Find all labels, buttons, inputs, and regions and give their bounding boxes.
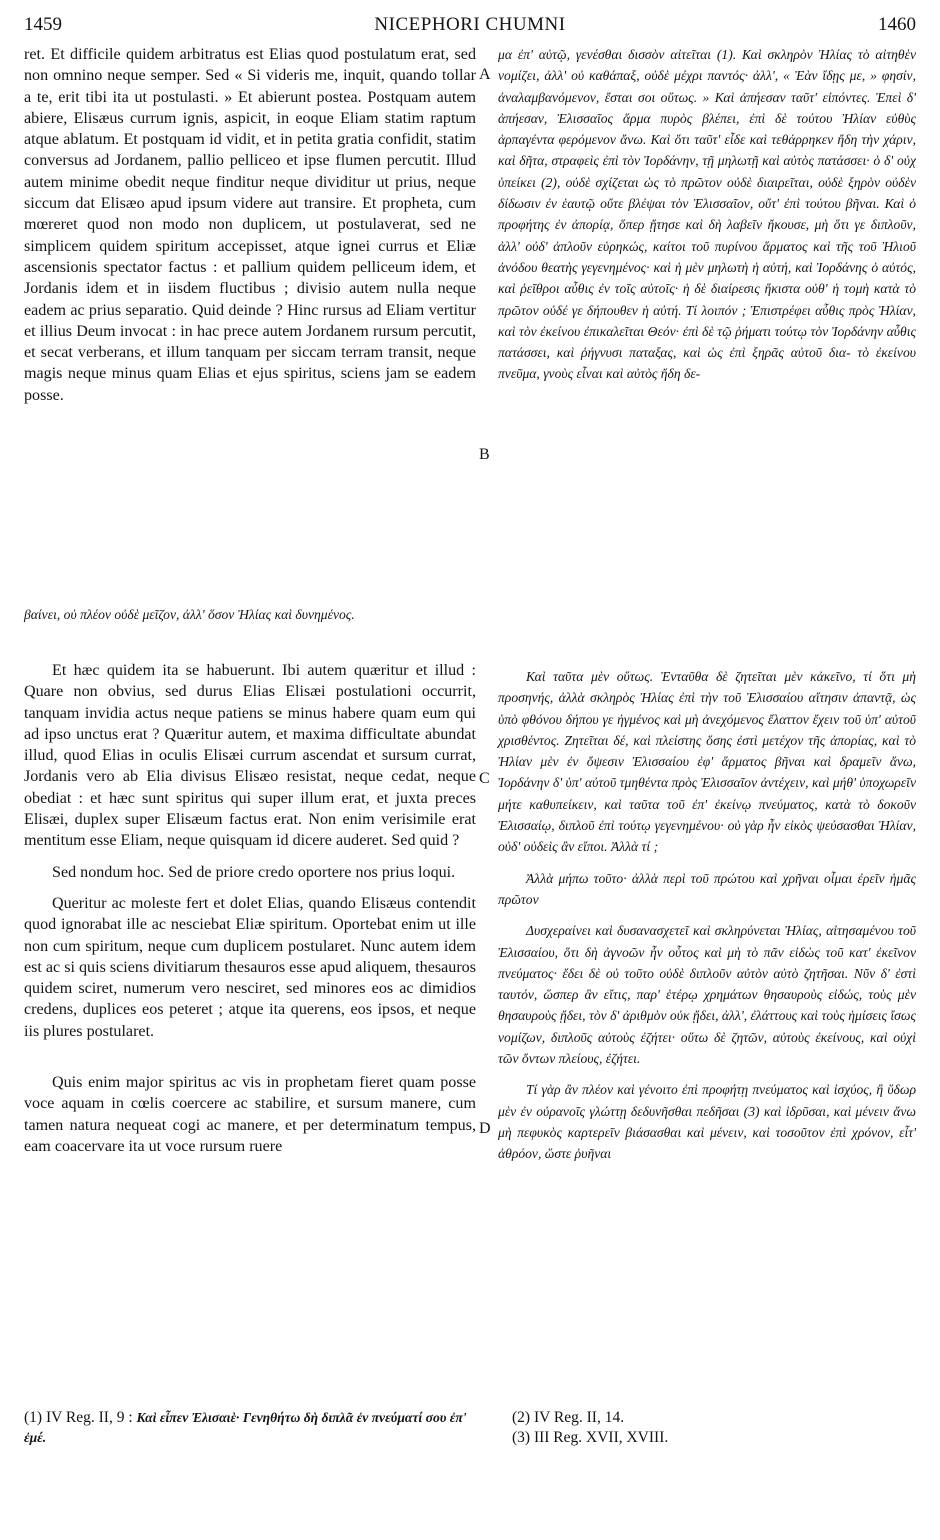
latin-paragraph-3: Queritur ac moleste fert et dolet Elias, quando Elisæus contendit quod ignorabat ille ac nesciebat Eliæ spiritum. Oportebat enim ut ille non cum spiritum, neque cum duplicem postularet. Nunc autem idem est ac si quis sciens divitiarum thesauros esse apud aliquem, thesauros quidem sciret, numerum vero nesciret, sed minores eos ac dimidios credens, duplices eos peteret ; atque ita querens, eos ipsos, et neque iis plures postularet. <box>24 894 476 1040</box>
greek-paragraph-2: Ἀλλὰ μήπω τοῦτο· ἀλλὰ περὶ τοῦ πρώτου καὶ χρῆναι οἶμαι ἐρεῖν ἡμᾶς πρῶτον <box>498 870 916 907</box>
latin-paragraph-4: Quis enim major spiritus ac vis in prophetam fieret quam posse voce aquam in cœlis coercere ac stabilire, et sursum manere, cum tamen natura nequeat cogi ac manere, et per determinatum tempus, eam coacervare ita ut voce rursum ruere <box>24 1074 476 1155</box>
page-number-left: 1459 <box>24 14 62 35</box>
running-title: NICEPHORI CHUMNI <box>374 14 566 35</box>
latin-paragraph-top: ret. Et difficile quidem arbitratus est Elias quod postulatum erat, sed non omnino neque semper. Sed « Si videris me, inquit, quando tollar a te, erit tibi ita ut postulasti. » Et abierunt postea. Postquam autem abiere, Elisæus currum ignis, aspicit, in eoque Eliam statim raptum atque ablatum. Et postquam id vidit, et in petita gratia confidit, statim conversus ad Jordanem, pallio pelliceo et ipse flumen percutit. Illud autem minime obedit neque finditur neque dividitur ut prius, neque siccum dat Elisæo apud ipsum videre aut transire. Et propheta, cum mœreret quod non modo non duplicem, ut postulaverat, sed ne simplicem quidem spiritum accepisset, atque ignei currus et Eliæ ascensionis spectator factus : et pallium quidem pelliceum idem, et Jordanis idem et in iisdem fluctibus ; divisio autem nulla neque eadem ac prius separatio. Quid deinde ? Hinc rursus ad Eliam vertitur et illius Deum invocat : in hac prece autem Jordanem rursum percutit, et secat verberans, et illum tanquam per siccam terram transit, neque magis neque minus quam Elias et ejus spiritus, sciens jam se eadem posse. <box>24 46 476 404</box>
margin-marker-b: B <box>479 446 490 463</box>
greek-paragraph-4: Τί γὰρ ἂν πλέον καὶ γένοιτο ἐπὶ προφήτῃ πνεύματος καὶ ἰσχύος, ἢ ὕδωρ μὲν ἐν οὐρανοῖς γλώττῃ δεδυνῆσθαι πεδῆσαι (3) καὶ ἱδρῦσαι, καὶ μένειν ἄνω μὴ πεφυκὸς καρτερεῖν βιάσασθαι καὶ μένειν, καὶ τοσοῦτον ἐπὶ χρόνον, εἶτ' ἀθρόον, ὥστε ῥυῆναι <box>498 1082 916 1162</box>
margin-marker-c: C <box>479 770 490 787</box>
margin-marker-d: D <box>479 1120 491 1137</box>
greek-paragraph-1: Καὶ ταῦτα μὲν οὕτως. Ἐνταῦθα δὲ ζητεῖται μὲν κἀκεῖνο, τί ὅτι μὴ προσηνής, ἀλλὰ σκληρὸς Ἠλίας ἐπὶ τὴν τοῦ Ἐλισσαίου αἴτησιν ἀπαντᾷ, ὡς ὑπὸ φθόνου δήπου γε ἠγμένος καὶ μὴ ἀνεχόμενος ἔλαττον ἔχειν τοῦ ὑπ' αὐτοῦ χρισθέντος. Ζητεῖται δέ, καὶ πλείστης ὅσης ἐστὶ μετέχον τῆς ἀπορίας, καὶ τὸ Ἠλίαν μὲν ἐν ὄψεσιν Ἐλισσαίου ἐφ' ἅρματος βῆναι καὶ δραμεῖν ἄνω, Ἰορδάνην δ' ὑπ' αὐτοῦ τμηθέντα πρὸς Ἐλισσαῖον ἀντέχειν, καὶ μήθ' ὑποχωρεῖν μήτε καθυπείκειν, καὶ ταῦτα τοῦ ἐπ' ἐκείνῳ πνεύματος, κατὰ τὸ δοκοῦν Ἐλισσαίῳ, διπλοῦ ἐπὶ τούτῳ γεγενημένου· οὐ γὰρ ἦν εἰκὸς ψεύσασθαι Ἠλίαν, οὐδ' οὐδεὶς ἂν εἴποι. Ἀλλὰ τί ; <box>498 669 916 855</box>
page-number-right: 1460 <box>878 14 916 35</box>
footnote-3: (3) III Reg. XVII, XVIII. <box>512 1429 669 1446</box>
footnotes-right <box>512 1408 912 1448</box>
footnote-1-greek: Καὶ εἶπεν Ἐλισαιὲ· Γενηθήτω δὴ διπλᾶ ἐν πνεύματί σου ἐπ' ἐμέ. <box>24 1410 467 1445</box>
greek-column-top <box>498 44 916 385</box>
latin-paragraph-1: Et hæc quidem ita se habuerunt. Ibi autem quæritur et illud : Quare non obvius, sed durus Elias Elisæi postulationi occurrit, tanquam invidia actus neque patiens se minus habere quam eum qui ad ipso unctus erat ? Quæritur autem, et maxima difficultate abundat illud, quod Elias in oculis Elisæi currum ascendat et sursum currat, Jordanis vero ab Elia divisus Elisæo resistat, neque cedat, neque obediat : et hæc sunt spiritus qui super illum erat, et juxta preces Elisæi, duplex super Elisæum factus erat. Non enim verisimile erat mentitum esse Eliam, neque quisquam id dicere auderet. Sed quid ? <box>24 662 476 850</box>
greek-spill-left: βαίνει, οὐ πλέον οὐδὲ μεῖζον, ἀλλ' ὅσον Ἠλίας καὶ δυνημένος. <box>24 607 355 622</box>
greek-paragraph-3: Δυσχεραίνει καὶ δυσανασχετεῖ καὶ σκληρύνεται Ἠλίας, αἰτησαμένου τοῦ Ἐλισσαίου, ὅτι δὴ ἀγνοῶν ἦν οὗτος καὶ μὴ τὸ πᾶν εἰδὼς τοῦ κατ' ἐκεῖνον πνεύματος· ἔδει δὲ οὐ τοῦτο οὐδὲ διπλοῦν αὐτὸν αὐτὸ ζητῆσαι. Νῦν δ' ἐστὶ ταυτόν, ὥσπερ ἂν εἴτις, παρ' ἑτέρῳ χρημάτων θησαυροὺς εἰδώς, τοὺς μὲν θησαυροὺς ᾔδει, τὸν δ' ἀριθμὸν οὐκ ᾔδει, ἀλλ', ἐλάττους καὶ τοὺς ἡμίσεις ἴσως νομίζων, διπλοῦς αὐτοὺς ἐζήτει· οὕτω δὲ ζητῶν, αὐτοὺς ἐκείνους, καὶ οὐχὶ τῶν ὄντων πλείους, ἐζήτει. <box>498 923 916 1067</box>
latin-paragraph-2: Sed nondum hoc. Sed de priore credo oportere nos prius loqui. <box>52 863 456 881</box>
footnote-2: (2) IV Reg. II, 14. <box>512 1409 625 1426</box>
greek-column-bottom <box>498 666 916 1165</box>
margin-marker-a: A <box>479 66 491 83</box>
greek-paragraph-top-visible: μα ἐπ' αὐτῷ, γενέσθαι δισσὸν αἰτεῖται (1). Καὶ σκληρὸν Ἠλίας τὸ αἰτηθὲν νομίζει, ἀλλ' οὐ καθάπαξ, οὐδὲ μέχρι παντός· ἀλλ', « Ἐὰν ἴδῃς με, » φησίν, ἀναλαμβανόμενον, ἔσται σοι οὕτως. » Καὶ ἀπήεσαν ταῦτ' εἰπόντες. Ἐπεὶ δ' ἀπήεσαν, Ἐλισσαῖος ἅρμα πυρὸς βλέπει, ἐπὶ δὲ τούτου Ἠλίαν εὐθὺς ἁρπαγέντα φερόμενον ἄνω. Καὶ ὅτι ταῦτ' εἶδε καὶ τεθάρρηκεν ἤδη τὴν χάριν, καὶ δῆτα, στραφεὶς ἐπὶ τὸν Ἰορδάνην, τῇ μηλωτῇ καὶ αὐτὸς πατάσσει· ὁ δ' οὐχ ὑπείκει (2), οὐδὲ σχίζεται ὡς τὸ πρῶτον οὐδὲ διαιρεῖται, οὐδὲ ξηρὸν οὐδὲν δίδωσιν ἐν ἑαυτῷ οὔτε βλέψαι τὸν Ἐλισσαῖον, οὔτ' ἐπὶ τούτου βῆναι. Καὶ ὁ προφήτης ἐν ἀπορίᾳ, ὅπερ ᾔτησε καὶ δὴ λαβεῖν ἤκουσε, μὴ ὅτι γε διπλοῦν, ἀλλ' οὐδ' ἁπλοῦν εὑρηκώς, καίτοι τοῦ πυρίνου ἅρματος καὶ τῆς τοῦ Ἠλιοῦ ἀνόδου θεατὴς γεγενημένος· καὶ ἡ μὲν μηλωτὴ ἡ αὐτή, καὶ Ἰορδάνης ὁ αὐτός, καὶ ῥεῖθροι αὖθις ἐν τοῖς αὐτοῖς· ἡ δὲ διαίρεσις ἥκιστα οὐθ' ἡ τομὴ κατὰ τὸ πρῶτον οὐδέ γε δήπουθεν ἡ αὐτή. Τί λοιπόν ; Ἐπιστρέφει αὖθις πρὸς Ἠλίαν, καὶ τὸν ἐκείνου ἐπικαλεῖται Θεόν· ἐπὶ δὲ τῷ ῥήματι τούτῳ τὸν Ἰορδάνην αὖθις πατάσσει, καὶ ῥήγνυσι παταξας, καὶ ὡς ἐπὶ ξηρᾶς αὐτοῦ δια- τὸ ἐκείνου πνεῦμα, γνοὺς εἶναι καὶ αὐτὸς ἤδη δε- <box>498 47 916 382</box>
footnote-1 <box>24 1408 476 1448</box>
latin-column-bottom <box>24 660 476 1157</box>
footnote-1-ref: (1) IV Reg. II, 9 : <box>24 1409 133 1426</box>
latin-column-top <box>24 44 476 406</box>
page-header <box>24 14 916 36</box>
